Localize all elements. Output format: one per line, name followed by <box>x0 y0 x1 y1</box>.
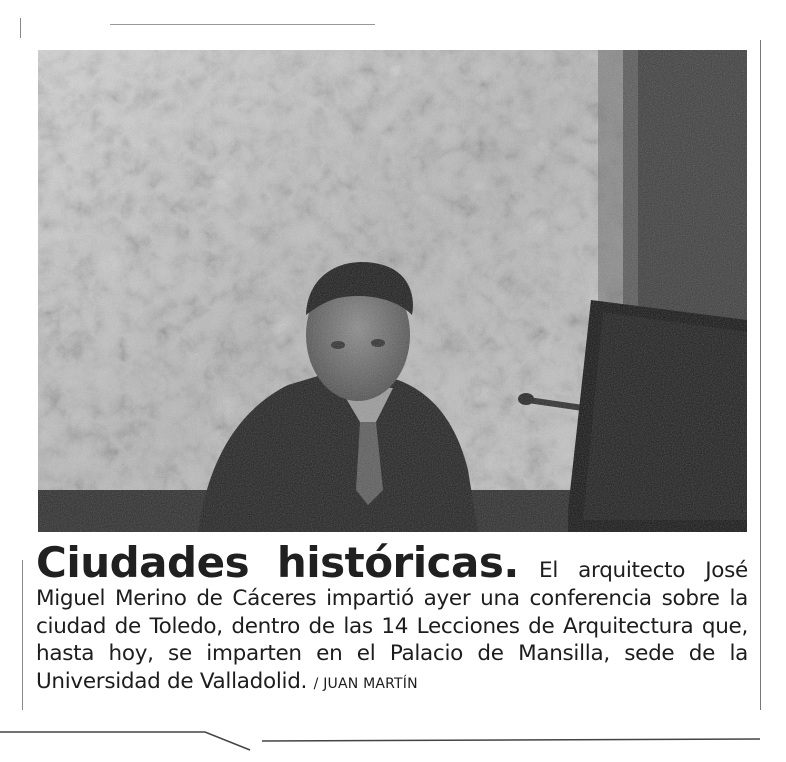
photo-caption <box>36 538 748 698</box>
caption-left-rule <box>22 560 23 710</box>
caption-body: El arquitecto José Miguel Merino de Cáceres impartió ayer una conferencia sobre la ciudad de Toledo, dentro de las 14 Lecciones de Arquitectura que, hasta hoy, se imparten en el Palacio de Mansilla, sede de la Universidad de Valladolid. <box>36 558 748 694</box>
left-column-rule <box>20 18 21 38</box>
caption-headline: Ciudades históricas. <box>36 538 519 587</box>
photo-illustration <box>38 50 747 532</box>
right-column-rule <box>760 40 761 710</box>
photo-credit: / JUAN MARTÍN <box>313 675 418 692</box>
bottom-scan-lines <box>0 720 786 762</box>
news-photo <box>38 50 747 532</box>
top-scan-line <box>110 24 375 25</box>
